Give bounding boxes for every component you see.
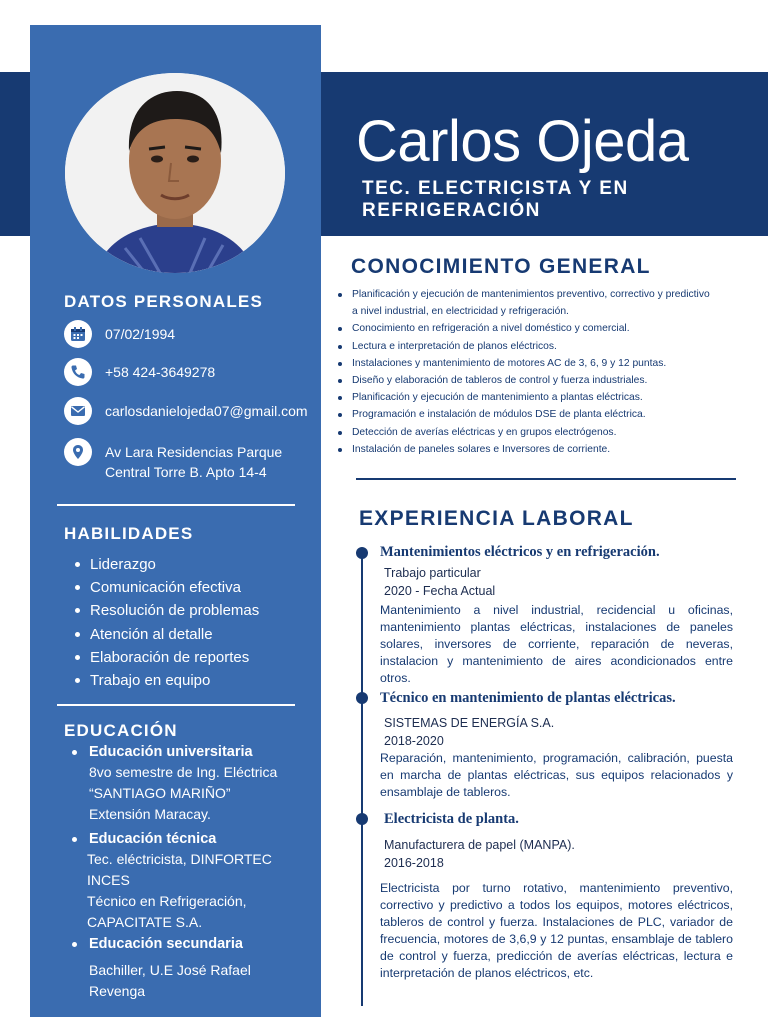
profile-photo <box>65 73 285 273</box>
skill-item: Liderazgo <box>73 553 259 576</box>
skill-item: Elaboración de reportes <box>73 646 259 669</box>
phone-icon <box>64 358 92 386</box>
sidebar-divider <box>57 504 295 506</box>
job-dates: 2016-2018 <box>384 855 444 870</box>
knowledge-item: Detección de averías eléctricas y en grupos electrógenos. <box>334 424 714 441</box>
mail-icon <box>64 397 92 425</box>
education-item-line: “SANTIAGO MARIÑO” <box>89 785 231 801</box>
knowledge-item: Instalaciones y mantenimiento de motores AC de 3, 6, 9 y 12 puntas. <box>334 355 714 372</box>
section-divider <box>356 478 736 480</box>
job-entry <box>380 689 733 801</box>
job-description: Electricista por turno rotativo, mantenimiento preventivo, correctivo y predictivo a todos los equipos, motores eléctricos, tableros de control y fuerza. Instalaciones de PLC, variador de frecuencia, motores de 3,6,9 y 12 puntas, ensamblaje de tablero de control y fuerza, predicción de averías eléctricas, lectura e interpretación de planos eléctricos, etc. <box>380 881 733 980</box>
candidate-name: Carlos Ojeda <box>356 109 689 174</box>
calendar-icon <box>64 320 92 348</box>
skill-item: Resolución de problemas <box>73 599 259 622</box>
education-item-line: Tec. eléctricista, DINFORTEC <box>87 851 272 867</box>
timeline-line <box>361 550 363 1006</box>
experience-title: EXPERIENCIA LABORAL <box>359 507 634 530</box>
knowledge-item: Diseño y elaboración de tableros de control y fuerza industriales. <box>334 372 714 389</box>
skill-item: Atención al detalle <box>73 623 259 646</box>
knowledge-list <box>334 286 714 458</box>
timeline-dot <box>356 692 368 704</box>
email-text[interactable]: carlosdanielojeda07@gmail.com <box>105 403 308 419</box>
knowledge-title: CONOCIMIENTO GENERAL <box>351 255 651 278</box>
skill-item: Comunicación efectiva <box>73 576 259 599</box>
knowledge-item: Lectura e interpretación de planos eléctricos. <box>334 338 714 355</box>
skill-item: Trabajo en equipo <box>73 669 259 692</box>
skills-list <box>73 553 259 692</box>
phone-text: +58 424-3649278 <box>105 364 216 380</box>
birthdate-text: 07/02/1994 <box>105 326 176 342</box>
education-item-line: INCES <box>87 872 130 888</box>
job-company: Trabajo particular <box>384 566 481 580</box>
personal-data-title: DATOS PERSONALES <box>64 292 263 311</box>
education-item-title: Educación universitaria <box>70 742 315 762</box>
knowledge-item: Planificación y ejecución de mantenimientos preventivo, correctivo y predictivo a nivel industrial, en electricidad y refrigeración. <box>334 286 714 320</box>
knowledge-item: Instalación de paneles solares e Inversores de corriente. <box>334 441 714 458</box>
candidate-profession: TEC. ELECTRICISTA Y EN REFRIGERACIÓN <box>362 178 629 221</box>
education-item-line: Técnico en Refrigeración, <box>87 893 247 909</box>
sidebar-divider <box>57 704 295 706</box>
education-item-title: Educación secundaria <box>70 934 315 954</box>
location-icon <box>64 438 92 466</box>
job-description: Mantenimiento a nivel industrial, recidencial u oficinas, mantenimiento plantas eléctricas, instalaciones de paneles solares, inversores de corriente, reparación de neveras, instalacion y mantenimiento de aires acondicionados entre otros. <box>380 603 733 685</box>
skills-title: HABILIDADES <box>64 524 194 543</box>
education-item-line: Extensión Maracay. <box>89 806 211 822</box>
education-item-title: Educación técnica <box>70 829 315 849</box>
job-title: Electricista de planta. <box>384 811 519 827</box>
education-list <box>70 742 315 1002</box>
job-entry <box>380 543 733 687</box>
knowledge-item: Conocimiento en refrigeración a nivel doméstico y comercial. <box>334 320 714 337</box>
education-item-line: Bachiller, U.E José Rafael <box>89 962 251 978</box>
education-item-line: Revenga <box>89 983 146 999</box>
education-title: EDUCACIÓN <box>64 721 178 740</box>
job-company: SISTEMAS DE ENERGÍA S.A. <box>384 716 555 730</box>
knowledge-item: Programación e instalación de módulos DSE de planta eléctrica. <box>334 406 714 423</box>
job-title: Mantenimientos eléctricos y en refrigeración. <box>380 544 660 560</box>
knowledge-item: Planificación y ejecución de mantenimiento a plantas eléctricas. <box>334 389 714 406</box>
job-description: Reparación, mantenimiento, programación, calibración, puesta en marcha de plantas eléctricas, sus equipos relacionados y ensamblaje de tableros. <box>380 751 733 799</box>
education-item-line: 8vo semestre de Ing. Eléctrica <box>89 764 278 780</box>
job-entry <box>380 810 733 982</box>
profile-photo-image <box>65 73 285 273</box>
timeline-dot <box>356 547 368 559</box>
job-company: Manufacturera de papel (MANPA). <box>384 838 575 852</box>
education-item-line: CAPACITATE S.A. <box>87 914 203 930</box>
job-title: Técnico en mantenimiento de plantas eléctricas. <box>380 690 676 706</box>
job-dates: 2018-2020 <box>384 733 444 748</box>
timeline-dot <box>356 813 368 825</box>
address-text: Av Lara Residencias Parque Central Torre B. Apto 14-4 <box>105 444 283 480</box>
job-dates: 2020 - Fecha Actual <box>384 583 496 598</box>
